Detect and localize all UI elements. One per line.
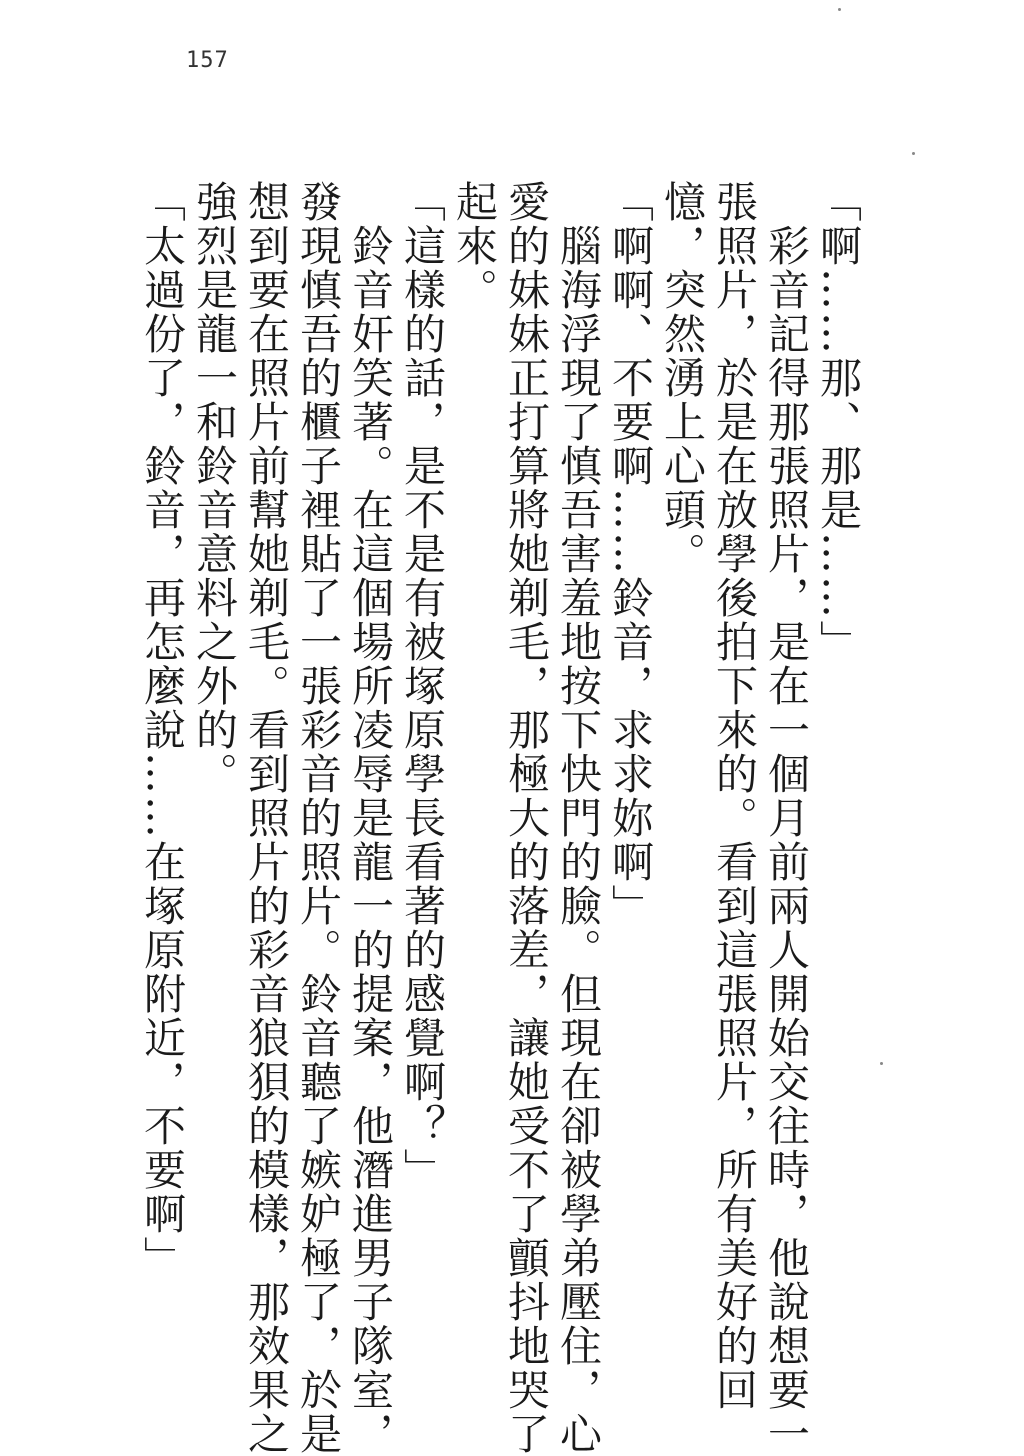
text-line-3: 張照片，於是在放學後拍下來的。看到這張照片，所有美好的回 [710,180,759,1412]
text-line-13: 強烈是龍一和鈴音意料之外的。 [190,180,239,796]
text-line-2: 彩音記得那張照片，是在一個月前兩人開始交往時，他說想要一 [762,224,811,1456]
text-line-14: 「太過份了，鈴音，再怎麼說……在塚原附近，不要啊」 [138,180,187,1280]
scan-speck [912,152,915,155]
text-line-7: 愛的妹妹正打算將她剃毛，那極大的落差，讓她受不了顫抖地哭了 [502,180,551,1456]
text-line-6: 腦海浮現了慎吾害羞地按下快門的臉。但現在卻被學弟壓住，心 [554,224,603,1456]
text-line-12: 想到要在照片前幫她剃毛。看到照片的彩音狼狽的模樣，那效果之 [242,180,291,1456]
page-number: 157 [186,48,229,73]
text-line-1: 「啊……那、那是……」 [814,180,863,664]
text-line-8: 起來。 [450,180,499,312]
text-line-10: 鈴音奸笑著。在這個場所凌辱是龍一的提案，他潛進男子隊室， [346,224,395,1456]
text-line-5: 「啊啊、不要啊……鈴音，求求妳啊」 [606,180,655,928]
vertical-text-body [136,180,864,1456]
scan-speck [880,1062,883,1065]
text-line-4: 憶，突然湧上心頭。 [658,180,707,576]
text-line-9: 「這樣的話，是不是有被塚原學長看著的感覺啊？」 [398,180,447,1192]
text-line-11: 發現慎吾的櫃子裡貼了一張彩音的照片。鈴音聽了嫉妒極了，於是 [294,180,343,1456]
scan-speck [838,8,841,11]
